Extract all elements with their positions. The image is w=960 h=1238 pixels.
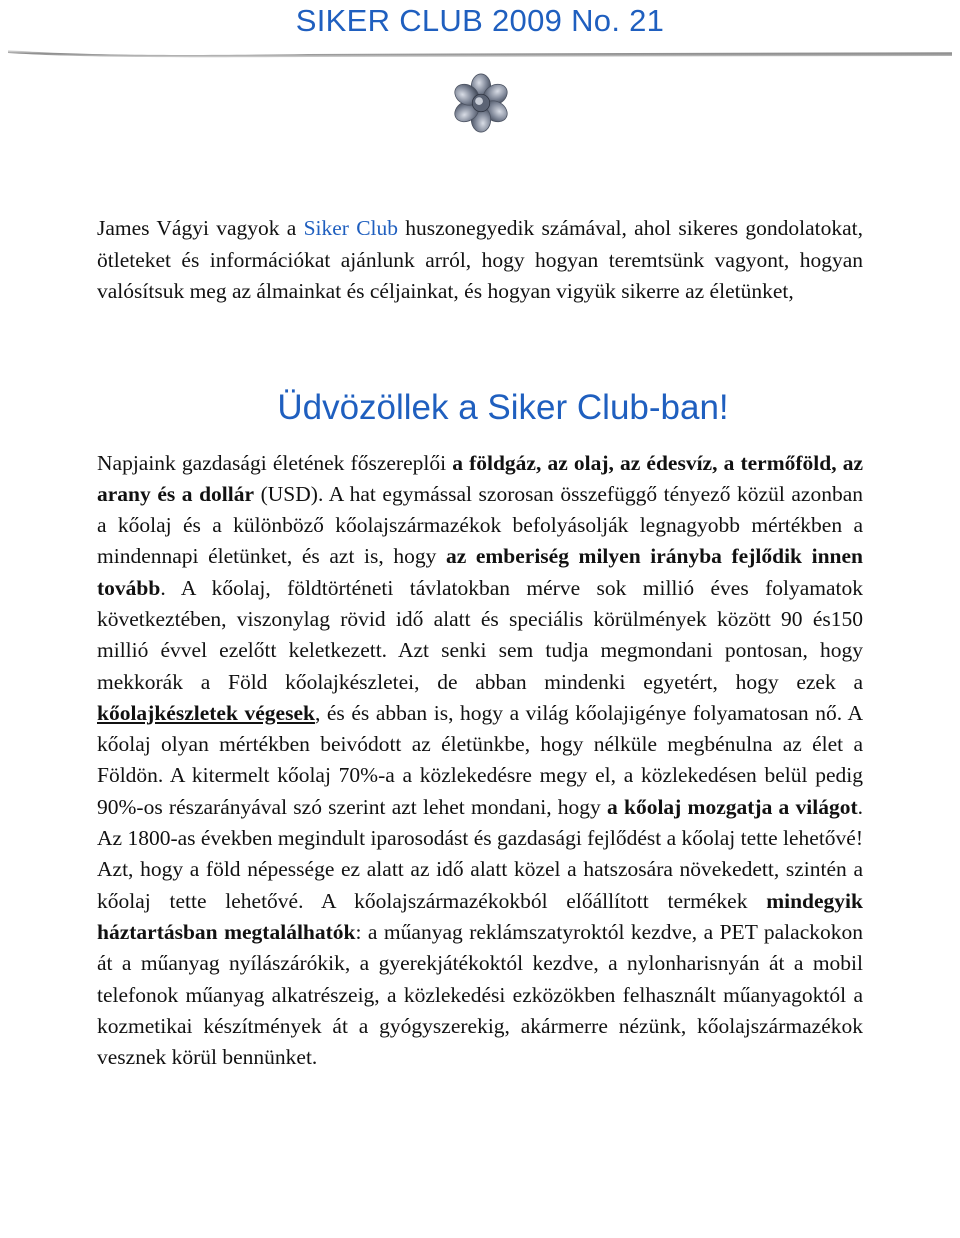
intro-text-start: James Vágyi vagyok a bbox=[97, 216, 304, 240]
article-content bbox=[97, 213, 863, 1073]
article-highlight: a földgáz, az olaj, az édesvíz, a termőföld, az arany és a dollár bbox=[97, 450, 863, 506]
article-highlight: a kőolaj mozgatja a világot bbox=[607, 794, 858, 819]
article-highlight-link[interactable]: kőolajkészletek végesek bbox=[97, 700, 315, 725]
header-divider bbox=[8, 47, 952, 59]
page-header-title: SIKER CLUB 2009 No. 21 bbox=[295, 3, 665, 38]
siker-club-link[interactable]: Siker Club bbox=[303, 216, 399, 240]
article-text: . Az 1800-as években megindult iparosodást és gazdasági fejlődést a kőolaj tette lehetővé! Azt, hogy a föld népessége ez alatt az idő alatt közel a hatszosára növekedett, szintén a kőolaj tette lehetővé. A kőolajszármazékokból előállított termékek bbox=[97, 794, 863, 913]
article-text: Napjaink gazdasági életének főszereplői bbox=[97, 450, 453, 475]
article-text: . A kőolaj, földtörténeti távlatokban mérve sok millió éves folyamatok következtében, viszonylag rövid idő alatt és speciális körülmények között 90 és150 millió évvel ezelőtt keletkezett. Azt senki sem tudja megmondani pontosan, hogy mekkorák a Föld kőolajkészletei, de abban mindenki egyetért, hogy ezek a bbox=[97, 575, 863, 694]
article-text: (USD). A hat egymással szorosan összefüggő tényező közül azonban a kőolaj és a különböző kőolajszármazékok befolyásolják legnagyobb mértékben a mindennapi életünket, és azt is, hogy bbox=[97, 481, 863, 569]
article-highlight: az emberiség milyen irányba fejlődik innen tovább bbox=[97, 544, 863, 600]
intro-paragraph bbox=[97, 213, 863, 308]
article-highlight: mindegyik háztartásban megtalálhatók bbox=[97, 888, 863, 944]
welcome-heading: Üdvözöllek a Siker Club-ban! bbox=[277, 387, 729, 427]
article-paragraph bbox=[97, 448, 863, 1074]
article-text: , és és abban is, hogy a világ kőolajigénye folyamatosan nő. A kőolaj olyan mértékben beivódott az életünkbe, hogy nélküle megbénulna az élet a Földön. A kitermelt kőolaj 70%-a a közlekedésre megy el, a közlekedésen belül pedig 90%-os részarányával szó szerint azt lehet mondani, hogy bbox=[97, 700, 863, 819]
flower-logo-icon bbox=[450, 72, 512, 134]
article-text: : a műanyag reklámszatyroktól kezdve, a PET palackokon át a műanyag nyílászárókik, a gyerekjátékoktól kezdve, a nylonharisnyán át a mobil telefonok műanyag alkatrészeig, a közlekedési ezközökben felhasznált műanyagoktól a kozmetikai készítmények át a gyógyszerekig, akármerre nézünk, kőolajszármazékok vesznek körül bennünket. bbox=[97, 919, 863, 1070]
intro-text-end: huszonegyedik számával, ahol sikeres gondolatokat, ötleteket és információkat ajánlunk arról, hogy hogyan teremtsünk vagyont, hogyan valósítsuk meg az álmainkat és céljainkat, és hogyan vigyük sikerre az életünket, bbox=[97, 216, 863, 303]
